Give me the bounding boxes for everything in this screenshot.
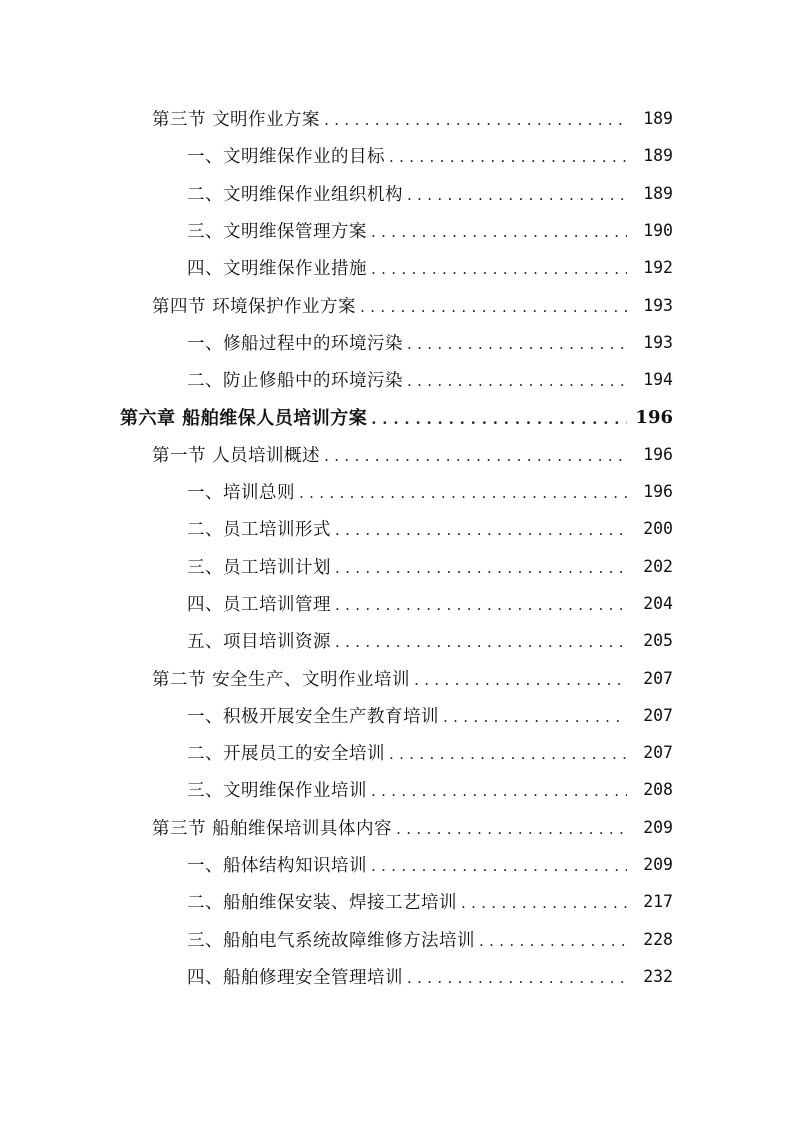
toc-entry[interactable]: [0, 286, 793, 323]
toc-entry-page: 190: [627, 221, 673, 240]
toc-chapter-entry[interactable]: [0, 398, 793, 435]
dot-leader: [371, 780, 627, 799]
toc-entry-page: 196: [627, 445, 673, 464]
dot-leader: [389, 743, 627, 762]
toc-entry-title: 第三节 船舶维保培训具体内容: [152, 815, 396, 840]
toc-entry-title: 二、文明维保作业组织机构: [187, 181, 407, 206]
toc-entry[interactable]: [0, 883, 793, 920]
dot-leader: [389, 146, 627, 165]
toc-entry[interactable]: [0, 324, 793, 361]
dot-leader: [407, 967, 627, 986]
dot-leader: [479, 930, 627, 949]
toc-entry[interactable]: [0, 771, 793, 808]
toc-entry-page: 196: [627, 407, 673, 428]
toc-entry-title: 三、文明维保作业培训: [187, 777, 371, 802]
dot-leader: [396, 818, 627, 837]
dot-leader: [299, 482, 627, 501]
toc-entry-title: 第一节 人员培训概述: [152, 442, 324, 467]
toc-entry-title: 四、员工培训管理: [187, 591, 335, 616]
toc-entry[interactable]: [0, 100, 793, 137]
dot-leader: [335, 557, 627, 576]
toc-entry[interactable]: [0, 137, 793, 174]
toc-entry[interactable]: [0, 659, 793, 696]
toc-entry-title: 一、积极开展安全生产教育培训: [187, 703, 443, 728]
toc-entry[interactable]: [0, 585, 793, 622]
dot-leader: [324, 109, 627, 128]
toc-entry-page: 207: [627, 706, 673, 725]
toc-entry-page: 205: [627, 631, 673, 650]
toc-entry[interactable]: [0, 921, 793, 958]
toc-entry-page: 207: [627, 743, 673, 762]
toc-entry-title: 第三节 文明作业方案: [152, 106, 324, 131]
toc-entry-title: 三、员工培训计划: [187, 554, 335, 579]
toc-entry-title: 第二节 安全生产、文明作业培训: [152, 666, 414, 691]
dot-leader: [407, 333, 627, 352]
toc-entry[interactable]: [0, 958, 793, 995]
toc-entry-title: 一、船体结构知识培训: [187, 852, 371, 877]
toc-entry-page: 193: [627, 296, 673, 315]
toc-entry-title: 一、修船过程中的环境污染: [187, 330, 407, 355]
dot-leader: [407, 370, 627, 389]
toc-entry[interactable]: [0, 548, 793, 585]
toc-entry-page: 189: [627, 184, 673, 203]
toc-entry[interactable]: [0, 212, 793, 249]
toc-entry-title: 四、船舶修理安全管理培训: [187, 964, 407, 989]
table-of-contents: [0, 100, 793, 995]
toc-entry[interactable]: [0, 473, 793, 510]
toc-entry-title: 四、文明维保作业措施: [187, 255, 371, 280]
toc-entry-page: 202: [627, 557, 673, 576]
toc-entry-page: 192: [627, 258, 673, 277]
dot-leader: [335, 519, 627, 538]
toc-entry-page: 204: [627, 594, 673, 613]
toc-entry-page: 217: [627, 892, 673, 911]
toc-entry-title: 三、文明维保管理方案: [187, 218, 371, 243]
dot-leader: [443, 706, 627, 725]
dot-leader: [414, 669, 627, 688]
dot-leader: [371, 408, 627, 427]
toc-entry-page: 209: [627, 818, 673, 837]
dot-leader: [407, 184, 627, 203]
dot-leader: [371, 221, 627, 240]
toc-entry[interactable]: [0, 734, 793, 771]
dot-leader: [371, 258, 627, 277]
toc-entry-title: 二、防止修船中的环境污染: [187, 367, 407, 392]
toc-entry-title: 一、培训总则: [187, 479, 299, 504]
toc-entry-title: 一、文明维保作业的目标: [187, 143, 389, 168]
toc-entry-page: 189: [627, 109, 673, 128]
dot-leader: [324, 445, 627, 464]
dot-leader: [360, 296, 627, 315]
toc-entry-page: 193: [627, 333, 673, 352]
dot-leader: [335, 631, 627, 650]
toc-entry[interactable]: [0, 622, 793, 659]
toc-entry[interactable]: [0, 697, 793, 734]
toc-entry-page: 232: [627, 967, 673, 986]
toc-entry[interactable]: [0, 846, 793, 883]
toc-entry-page: 208: [627, 780, 673, 799]
toc-entry[interactable]: [0, 249, 793, 286]
toc-entry-page: 207: [627, 669, 673, 688]
toc-entry-page: 196: [627, 482, 673, 501]
toc-entry-page: 189: [627, 146, 673, 165]
toc-entry-title: 二、开展员工的安全培训: [187, 740, 389, 765]
toc-entry[interactable]: [0, 809, 793, 846]
toc-entry-page: 200: [627, 519, 673, 538]
dot-leader: [371, 855, 627, 874]
toc-entry[interactable]: [0, 361, 793, 398]
toc-entry-page: 228: [627, 930, 673, 949]
toc-entry-title: 三、船舶电气系统故障维修方法培训: [187, 927, 479, 952]
toc-entry-page: 194: [627, 370, 673, 389]
toc-entry-title: 第四节 环境保护作业方案: [152, 293, 360, 318]
toc-entry[interactable]: [0, 175, 793, 212]
toc-entry[interactable]: [0, 436, 793, 473]
toc-entry-title: 二、员工培训形式: [187, 516, 335, 541]
toc-entry[interactable]: [0, 510, 793, 547]
dot-leader: [335, 594, 627, 613]
toc-entry-page: 209: [627, 855, 673, 874]
toc-entry-title: 二、船舶维保安装、焊接工艺培训: [187, 889, 461, 914]
dot-leader: [461, 892, 627, 911]
toc-entry-title: 第六章 船舶维保人员培训方案: [120, 404, 371, 430]
toc-entry-title: 五、项目培训资源: [187, 628, 335, 653]
